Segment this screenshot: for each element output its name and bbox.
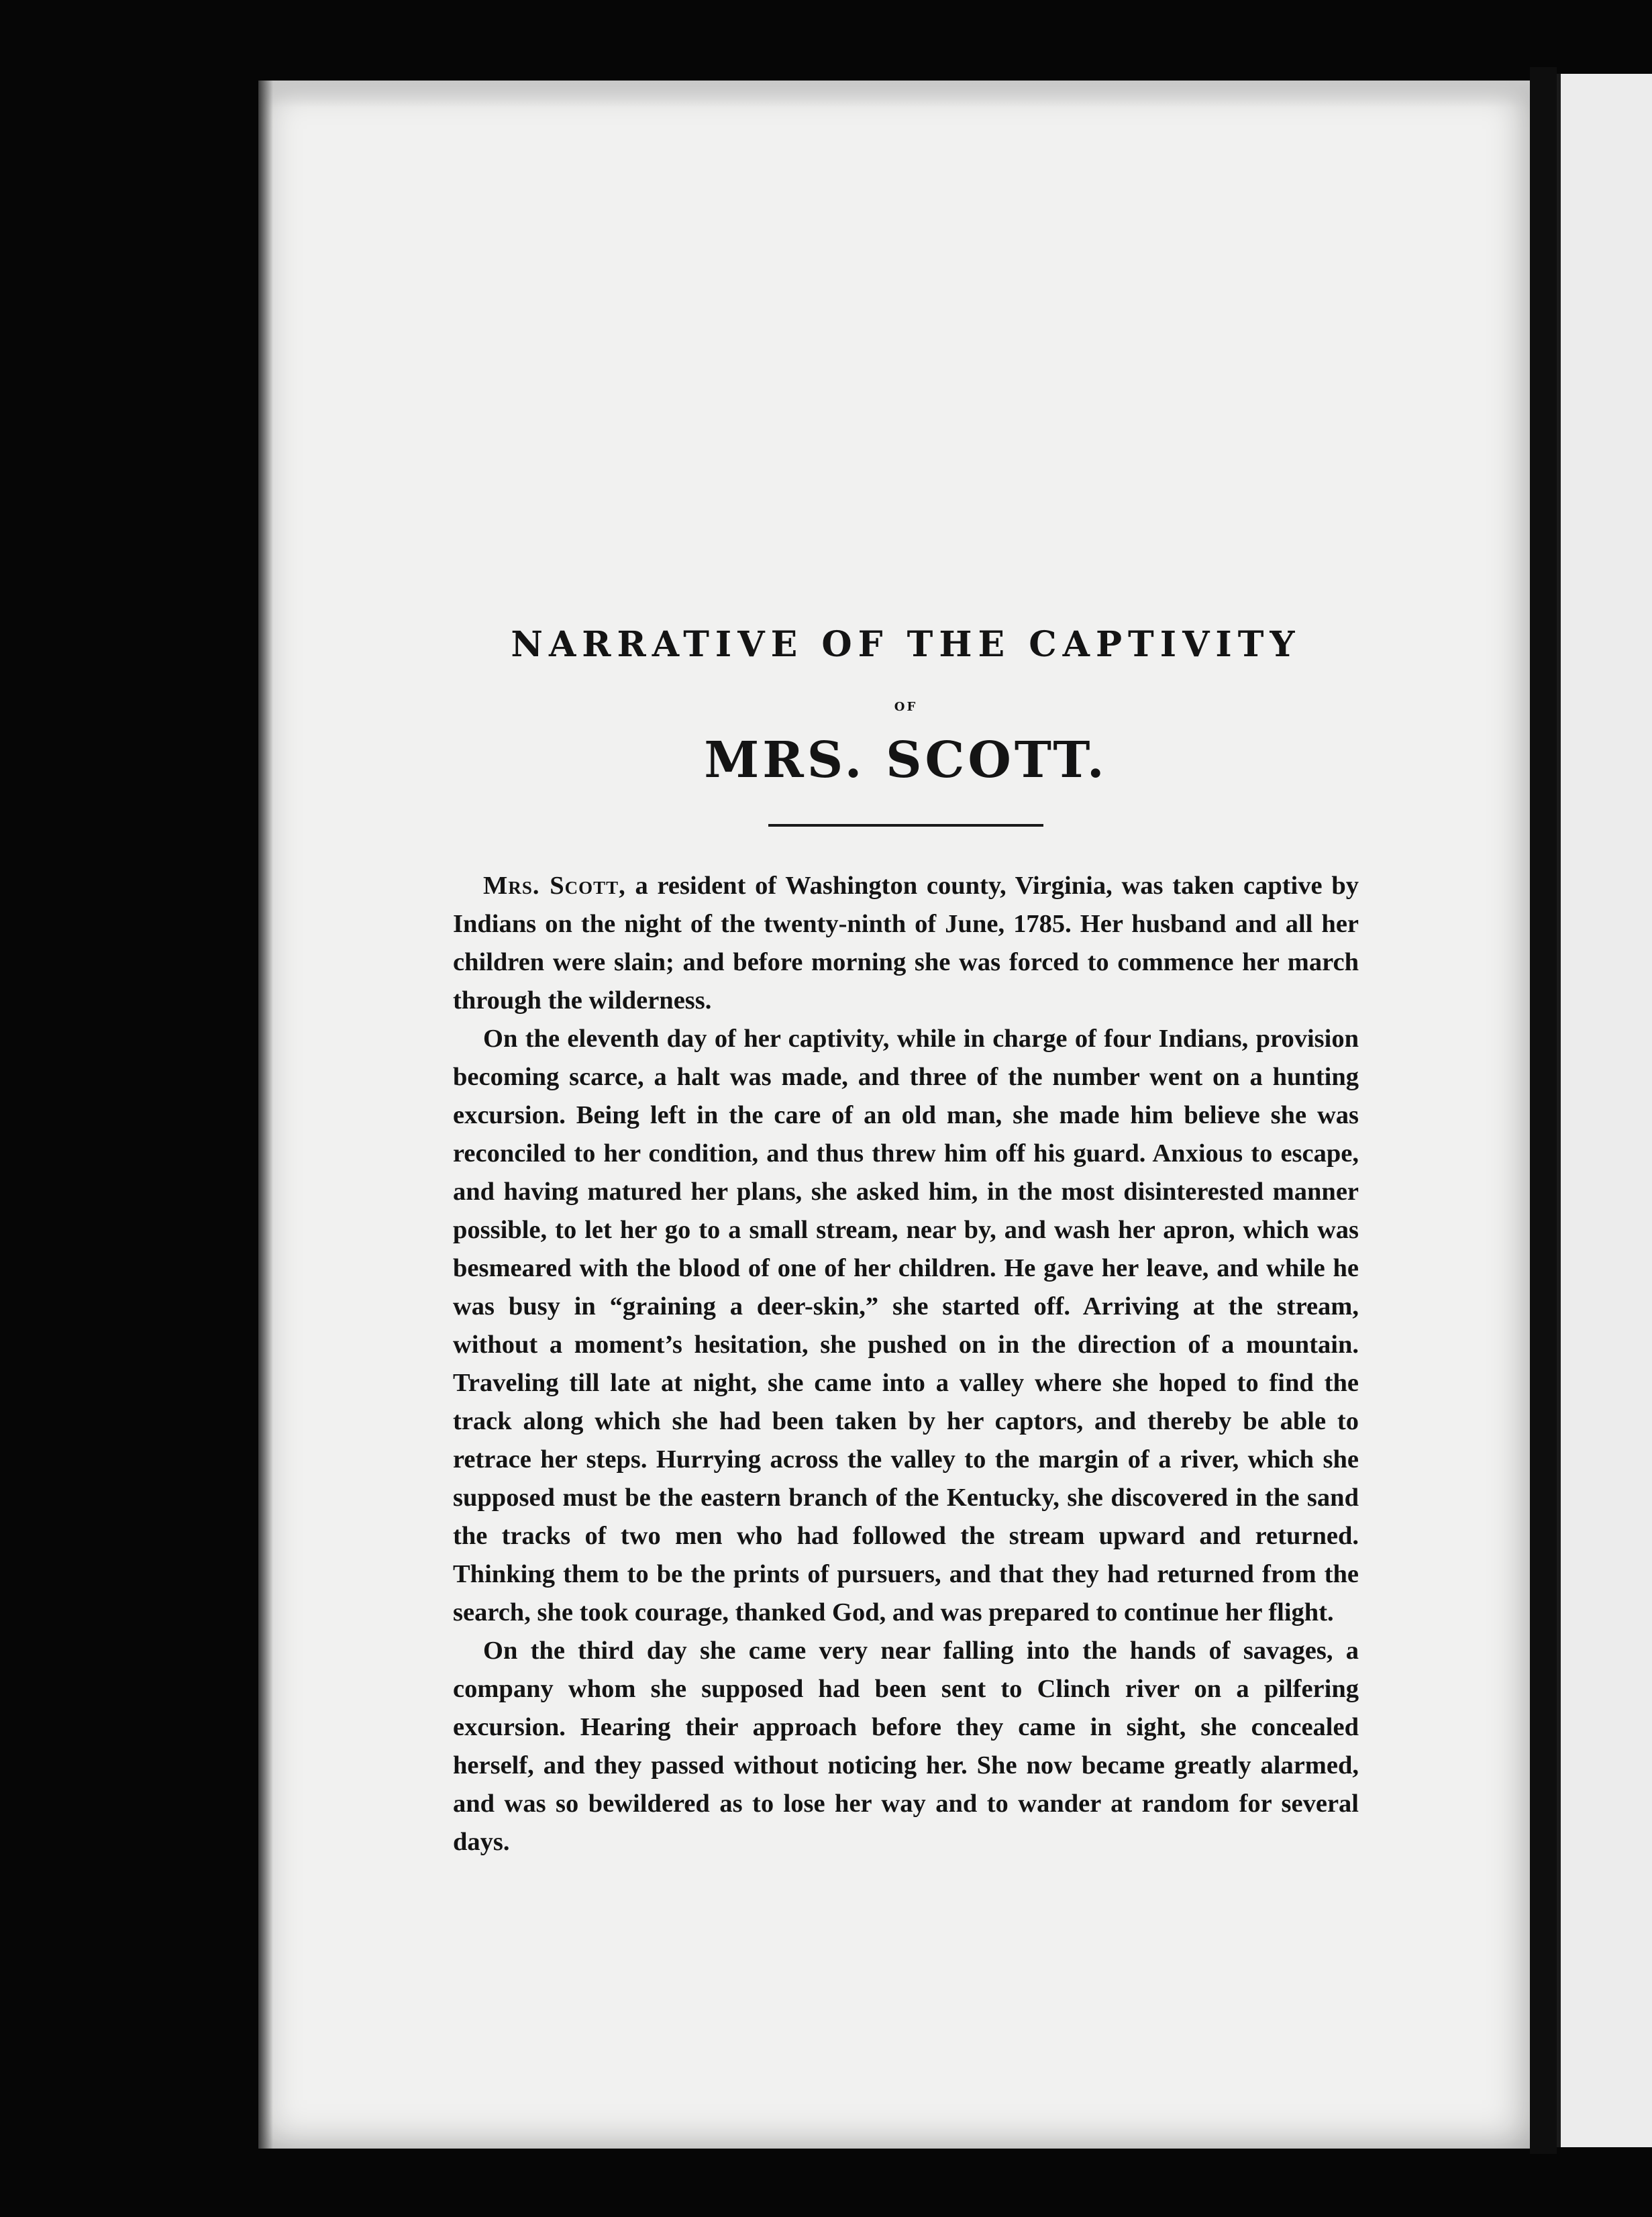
title-divider-rule	[768, 824, 1043, 827]
book-page	[258, 81, 1530, 2149]
paragraph-text: On the eleventh day of her captivity, while in charge of four Indians, provision becoming scarce, a halt was made, and three of the number went on a hunting excursion. Being left in the care of an old man, she made him believe she was reconciled to her condition, and thus threw him off his guard. Anxious to escape, and having matured her plans, she asked him, in the most disinterested manner possible, to let her go to a small stream, near by, and wash her apron, which was besmeared with the blood of one of her children. He gave her leave, and while he was busy in “graining a deer-skin,” she started off. Arriving at the stream, without a moment’s hesitation, she pushed on in the direction of a mountain. Traveling till late at night, she came into a valley where she hoped to find the track along which she had been taken by her captors, and thereby be able to retrace her steps. Hurrying across the valley to the margin of a river, which she supposed must be the eastern branch of the Kentucky, she discovered in the sand the tracks of two men who had followed the stream upward and returned. Thinking them to be the prints of pursuers, and that they had returned from the search, she took courage, thanked God, and was prepared to continue her flight.	[453, 1025, 1359, 1627]
narrative-title: NARRATIVE OF THE CAPTIVITY	[511, 624, 1301, 665]
paragraph-2	[453, 1020, 1359, 1632]
narrative-subject: MRS. SCOTT.	[704, 731, 1108, 789]
page-edge-shadow	[258, 81, 273, 2149]
paragraph-text: On the third day she came very near falling into the hands of savages, a company whom she supposed had been sent to Clinch river on a pilfering excursion. Hearing their approach before they came in sight, she concealed herself, and they passed without noticing her. She now became greatly alarmed, and was so bewildered as to lose her way and to wander at random for several days.	[453, 1637, 1359, 1856]
narrative-body	[453, 867, 1359, 1861]
paragraph-lead: Mrs. Scott,	[483, 872, 626, 900]
book-spine-shadow	[1530, 67, 1557, 2154]
title-connector: OF	[894, 700, 918, 714]
paragraph-3	[453, 1632, 1359, 1861]
paragraph-text: a resident of Washington county, Virginia, was taken captive by Indians on the night of the twenty-ninth of June, 1785. Her husband and all her children were slain; and before morning she was forced to commence her march through the wilderness.	[453, 872, 1359, 1015]
paragraph-1	[453, 867, 1359, 1020]
page-content	[453, 544, 1359, 1861]
adjacent-page-edge	[1557, 74, 1652, 2147]
